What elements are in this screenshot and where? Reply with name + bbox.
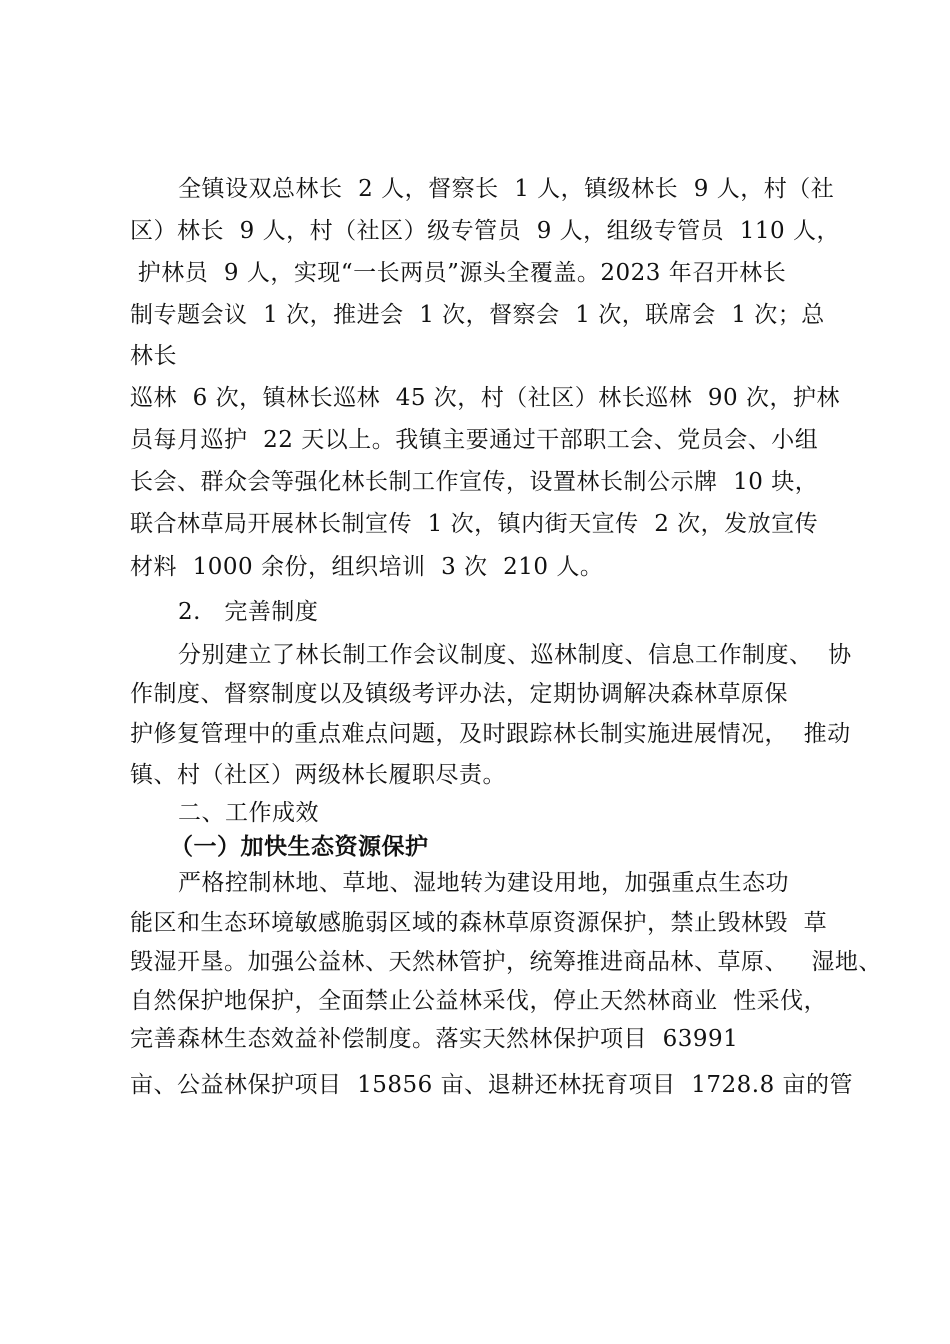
paragraph-line: 材料 1000 余份，组织培训 3 次 210 人。 (130, 554, 604, 580)
paragraph-line: 镇、村（社区）两级林长履职尽责。 (130, 762, 506, 788)
paragraph-line: 全镇设双总林长 2 人，督察长 1 人，镇级林长 9 人，村（社 (178, 176, 835, 202)
paragraph-line: 作制度、督察制度以及镇级考评办法，定期协调解决森林草原保 (130, 681, 788, 707)
paragraph-line: 林长 (130, 343, 177, 369)
paragraph-line: 制专题会议 1 次，推进会 1 次，督察会 1 次，联席会 1 次；总 (130, 302, 825, 328)
section-heading: 2. 完善制度 (178, 599, 319, 625)
section-heading: 二、工作成效 (178, 800, 319, 826)
paragraph-line: 员每月巡护 22 天以上。我镇主要通过干部职工会、党员会、小组 (130, 427, 819, 453)
subsection-heading: （一）加快生态资源保护 (170, 834, 429, 860)
paragraph-line: 护林员 9 人，实现“一长两员”源头全覆盖。2023 年召开林长 (130, 260, 787, 286)
paragraph-line: 严格控制林地、草地、湿地转为建设用地，加强重点生态功 (178, 870, 789, 896)
paragraph-line: 亩、公益林保护项目 15856 亩、退耕还林抚育项目 1728.8 亩的管 (130, 1072, 854, 1098)
paragraph-line: 区）林长 9 人，村（社区）级专管员 9 人，组级专管员 110 人， (130, 218, 840, 244)
paragraph-line: 联合林草局开展林长制宣传 1 次，镇内街天宣传 2 次，发放宣传 (130, 511, 819, 537)
paragraph-line: 完善森林生态效益补偿制度。落实天然林保护项目 63991 (130, 1026, 739, 1052)
paragraph-line: 护修复管理中的重点难点问题，及时跟踪林长制实施进展情况， 推动 (130, 721, 851, 747)
paragraph-line: 长会、群众会等强化林长制工作宣传，设置林长制公示牌 10 块， (130, 469, 819, 495)
paragraph-line: 自然保护地保护，全面禁止公益林采伐，停止天然林商业 性采伐， (130, 988, 828, 1014)
paragraph-line: 巡林 6 次，镇林长巡林 45 次，村（社区）林长巡林 90 次，护林 (130, 385, 840, 411)
paragraph-line: 分别建立了林长制工作会议制度、巡林制度、信息工作制度、 协 (178, 642, 852, 668)
paragraph-line: 毁湿开垦。加强公益林、天然林管护，统筹推进商品林、草原、 湿地、 (130, 949, 882, 975)
paragraph-line: 能区和生态环境敏感脆弱区域的森林草原资源保护，禁止毁林毁 草 (130, 910, 828, 936)
